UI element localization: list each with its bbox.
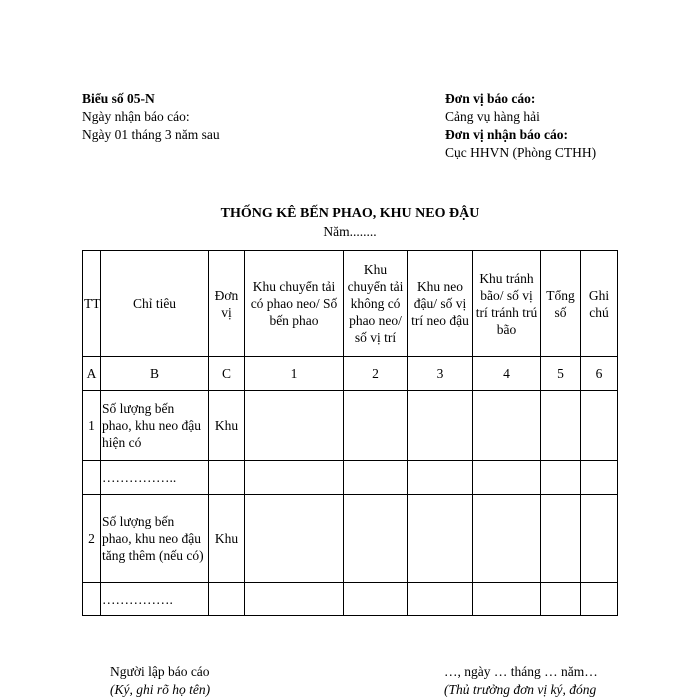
data-cell — [408, 391, 473, 461]
report-header-right — [445, 90, 596, 162]
reporting-unit-label: Đơn vị báo cáo: — [445, 91, 536, 106]
receive-date-value: Ngày 01 tháng 3 năm sau — [82, 127, 220, 142]
code-cell: 3 — [408, 357, 473, 391]
row-don-vi: Khu — [209, 391, 245, 461]
header-chi-tieu: Chỉ tiêu — [101, 251, 209, 357]
code-cell: 6 — [581, 357, 618, 391]
row-chi-tieu: …………….. — [101, 461, 209, 495]
data-cell — [245, 391, 344, 461]
data-cell — [581, 461, 618, 495]
preparer-title: Người lập báo cáo — [110, 664, 210, 679]
data-cell — [581, 391, 618, 461]
reporting-unit-value: Cảng vụ hàng hải — [445, 109, 540, 124]
statistics-table — [82, 250, 618, 616]
data-cell — [473, 495, 541, 583]
document-title: THỐNG KÊ BẾN PHAO, KHU NEO ĐẬU — [220, 206, 480, 221]
row-tt — [83, 583, 101, 616]
header-col3: Khu neo đậu/ số vị trí neo đậu — [408, 251, 473, 357]
head-note: (Thủ trưởng đơn vị ký, đóng — [444, 682, 597, 697]
data-cell — [344, 495, 408, 583]
data-cell — [541, 461, 581, 495]
header-col4: Khu tránh bão/ số vị trí tránh trú bão — [473, 251, 541, 357]
row-don-vi: Khu — [209, 495, 245, 583]
data-cell — [344, 583, 408, 616]
data-cell — [473, 583, 541, 616]
table-row — [83, 391, 618, 461]
signature-preparer — [110, 663, 210, 699]
code-cell: A — [83, 357, 101, 391]
row-don-vi — [209, 461, 245, 495]
code-cell: B — [101, 357, 209, 391]
code-cell: 4 — [473, 357, 541, 391]
data-cell — [408, 495, 473, 583]
data-cell — [344, 391, 408, 461]
code-cell: 5 — [541, 357, 581, 391]
header-don-vi: Đơn vị — [209, 251, 245, 357]
data-cell — [408, 583, 473, 616]
header-tt: TT — [83, 251, 101, 357]
row-chi-tieu: ……………. — [101, 583, 209, 616]
data-cell — [408, 461, 473, 495]
signature-head — [444, 663, 598, 699]
header-col2: Khu chuyển tải không có phao neo/ số vị trí — [344, 251, 408, 357]
table-row — [83, 583, 618, 616]
code-cell: C — [209, 357, 245, 391]
table-header-row — [83, 251, 618, 357]
report-header-left — [82, 90, 220, 144]
data-cell — [245, 461, 344, 495]
data-cell — [473, 461, 541, 495]
form-number: Biểu số 05-N — [82, 91, 155, 106]
data-cell — [541, 583, 581, 616]
data-cell — [541, 495, 581, 583]
code-cell: 2 — [344, 357, 408, 391]
data-cell — [245, 583, 344, 616]
receiving-unit-value: Cục HHVN (Phòng CTHH) — [445, 145, 597, 160]
receiving-unit-label: Đơn vị nhận báo cáo: — [445, 127, 569, 142]
row-tt: 2 — [83, 495, 101, 583]
header-col1: Khu chuyển tải có phao neo/ Số bến phao — [245, 251, 344, 357]
row-don-vi — [209, 583, 245, 616]
receive-date-label: Ngày nhận báo cáo: — [82, 109, 190, 124]
data-cell — [581, 495, 618, 583]
document-year: Năm........ — [323, 224, 377, 239]
data-cell — [473, 391, 541, 461]
header-col6: Ghi chú — [581, 251, 618, 357]
row-chi-tieu: Số lượng bến phao, khu neo đậu hiện có — [101, 391, 209, 461]
table-row — [83, 495, 618, 583]
data-cell — [344, 461, 408, 495]
data-cell — [541, 391, 581, 461]
table-row — [83, 461, 618, 495]
preparer-note: (Ký, ghi rõ họ tên) — [110, 682, 211, 697]
row-chi-tieu: Số lượng bến phao, khu neo đậu tăng thêm (nếu có) — [101, 495, 209, 583]
data-cell — [245, 495, 344, 583]
sign-date-line: …, ngày … tháng … năm… — [444, 664, 598, 679]
header-col5: Tổng số — [541, 251, 581, 357]
table-code-row — [83, 357, 618, 391]
row-tt: 1 — [83, 391, 101, 461]
code-cell: 1 — [245, 357, 344, 391]
row-tt — [83, 461, 101, 495]
data-cell — [581, 583, 618, 616]
